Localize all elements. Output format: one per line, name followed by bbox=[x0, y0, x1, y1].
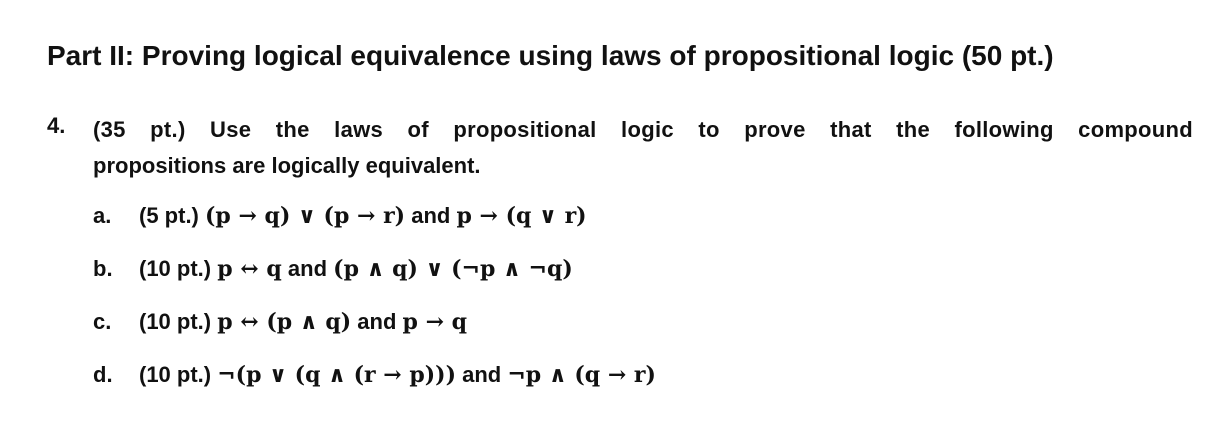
connector-word: and bbox=[287, 256, 328, 281]
sub-item-body bbox=[139, 305, 467, 339]
sub-item-label: c. bbox=[93, 309, 112, 334]
question-text bbox=[93, 112, 1193, 184]
left-proposition: (p → q) ∨ (p → r) bbox=[205, 203, 406, 229]
question-text-line-2: propositions are logically equivalent. bbox=[93, 153, 481, 178]
connector-word: and bbox=[411, 203, 451, 228]
sub-item-points: (10 pt.) bbox=[139, 256, 212, 281]
sub-item-points: (10 pt.) bbox=[139, 309, 212, 334]
part-title: Part II: Proving logical equivalence using laws of propositional logic (50 pt.) bbox=[47, 40, 1054, 71]
sub-item-label: b. bbox=[93, 256, 113, 281]
sub-item-label: d. bbox=[93, 362, 113, 387]
sub-item-body bbox=[139, 199, 587, 233]
sub-item-points: (10 pt.) bbox=[139, 362, 212, 387]
left-proposition: ¬(p ∨ (q ∧ (r → p))) bbox=[217, 362, 456, 388]
question-number: 4. bbox=[47, 113, 66, 138]
right-proposition: p → (q ∨ r) bbox=[456, 203, 587, 229]
right-proposition: p → q bbox=[402, 309, 468, 335]
sub-item-points: (5 pt.) bbox=[139, 203, 199, 228]
left-proposition: p ↔ (p ∧ q) bbox=[217, 309, 352, 335]
sub-item-label: a. bbox=[93, 203, 112, 228]
question-text-line-1: (35 pt.) Use the laws of propositional logic to prove that the following compound bbox=[93, 117, 1193, 142]
sub-item-body bbox=[139, 358, 656, 392]
left-proposition: p ↔ q bbox=[217, 256, 282, 282]
right-proposition: ¬p ∧ (q → r) bbox=[507, 362, 656, 388]
connector-word: and bbox=[357, 309, 397, 334]
right-proposition: (p ∧ q) ∨ (¬p ∧ ¬q) bbox=[333, 256, 573, 282]
sub-item-body bbox=[139, 252, 573, 286]
connector-word: and bbox=[462, 362, 502, 387]
